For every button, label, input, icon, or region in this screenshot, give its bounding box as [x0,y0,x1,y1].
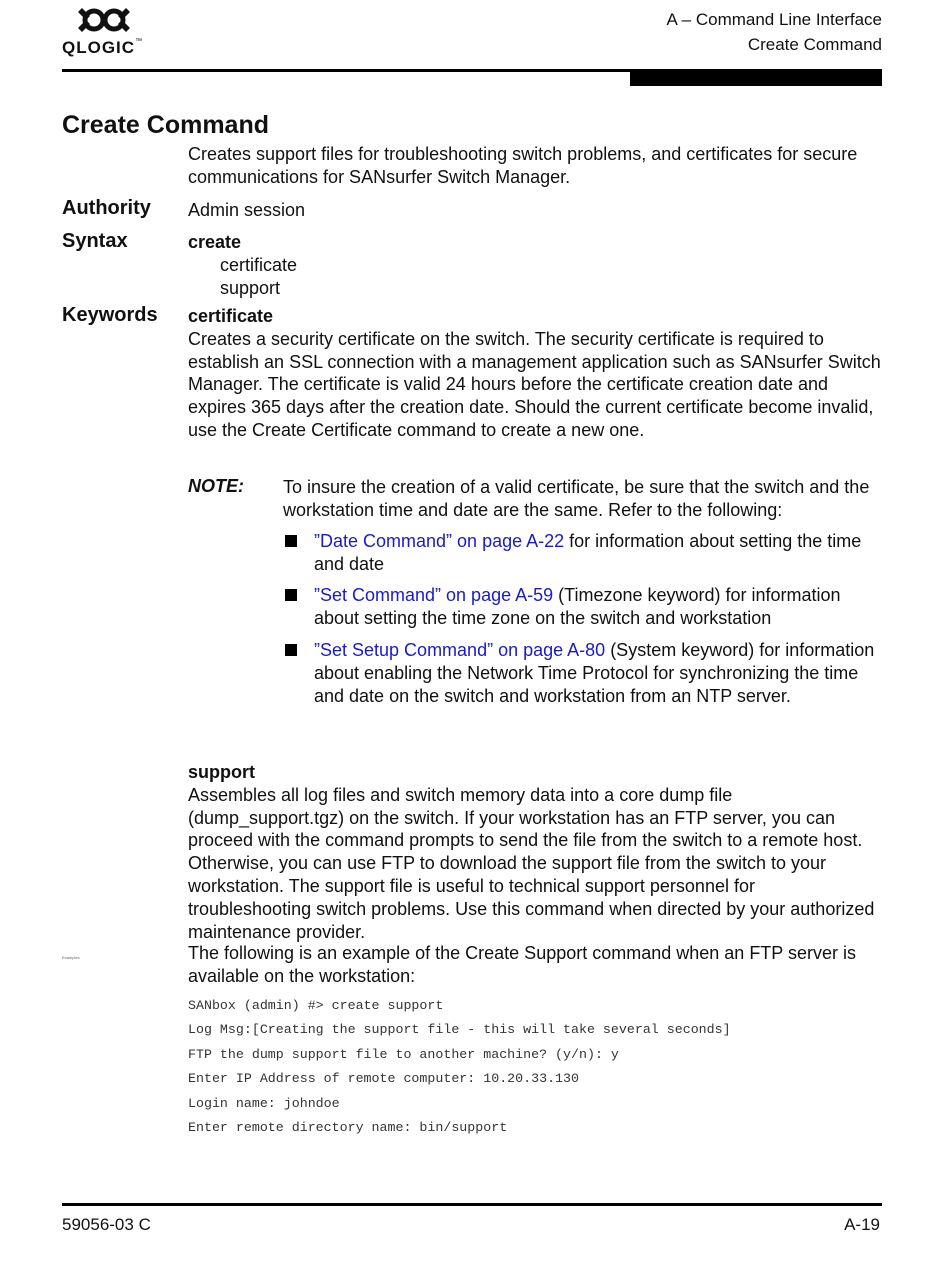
note-bullet-item [283,530,883,576]
header-rule-block [630,72,882,86]
code-line: Login name: johndoe [188,1096,340,1111]
code-line: Enter remote directory name: bin/support [188,1120,508,1135]
keyword-support-description: Assembles all log files and switch memory data into a core dump file (dump_support.tgz) on the switch. If your workstation has an FTP server, you can proceed with the command prompts to send the file from the switch to a remote host. Otherwise, you can use FTP to download the support file from the switch to your workstation. The support file is useful to technical support personnel for troubleshooting switch problems. Use this command when directed by your authorized maintenance provider. [188,784,875,942]
bullet-square-icon [285,644,297,656]
keyword-certificate-description: Creates a security certificate on the switch. The security certificate is required to establish an SSL connection with a management application such as SANsurfer Switch Manager. The certificate is valid 24 hours before the certificate creation date and expires 365 days after the creation date. Should the current certificate become invalid, use the Create Certificate command to create a new one. [188,328,881,440]
syntax-option: support [220,277,281,298]
code-line: Enter IP Address of remote computer: 10.20.33.130 [188,1071,579,1086]
footer-doc-number: 59056-03 C [62,1215,151,1234]
bullet-text: (System keyword) for information about enabling the Network Time Protocol for synchronizing the time and date on the switch and workstation from an NTP server. [314,640,875,706]
footer-page-number: A-19 [844,1215,880,1234]
syntax-option: certificate [220,254,298,275]
keyword-support-name: support [188,762,255,782]
keyword-certificate-name: certificate [188,306,274,326]
bullet-text: for information about setting the time and date [314,531,862,574]
page-title: Create Command [62,111,269,139]
header-subsection: Create Command [747,35,882,54]
code-line: Log Msg:[Creating the support file - this will take several seconds] [188,1022,731,1037]
bullet-square-icon [285,589,297,601]
header-section: A – Command Line Interface [666,10,882,29]
keywords-label: Keywords [62,304,158,326]
logo-wordmark: QLOGIC™ [62,38,144,57]
intro-paragraph: Creates support files for troubleshooting switch problems, and certificates for secure communications for SANsurfer Switch Manager. [188,144,858,187]
syntax-label: Syntax [62,230,128,252]
syntax-block [188,231,882,299]
code-line: FTP the dump support file to another machine? (y/n): y [188,1047,619,1062]
authority-value: Admin session [188,200,306,220]
examples-intro: The following is an example of the Create Support command when an FTP server is available on the workstation: [188,943,856,986]
keyword-certificate [188,305,882,442]
syntax-command: create [188,232,242,252]
examples-label: Examples [62,955,80,960]
note-bullet-item [283,584,883,630]
bullet-text: (Timezone keyword) for information about setting the time zone on the switch and workstation [314,585,841,628]
note-label: NOTE: [188,476,244,496]
set-setup-command-link[interactable]: ”Set Setup Command” on page A-80 [314,640,606,660]
set-command-link[interactable]: ”Set Command” on page A-59 [314,585,554,605]
date-command-link[interactable]: ”Date Command” on page A-22 [314,531,565,551]
note-bullet-item [283,639,883,707]
footer-rule [62,1203,882,1206]
code-line: SANbox (admin) #> create support [188,998,444,1013]
keyword-support [188,761,882,943]
note-text: To insure the creation of a valid certificate, be sure that the switch and the workstation time and date are the same. Refer to the following: [283,477,870,520]
bullet-square-icon [285,535,297,547]
authority-label: Authority [62,197,151,219]
